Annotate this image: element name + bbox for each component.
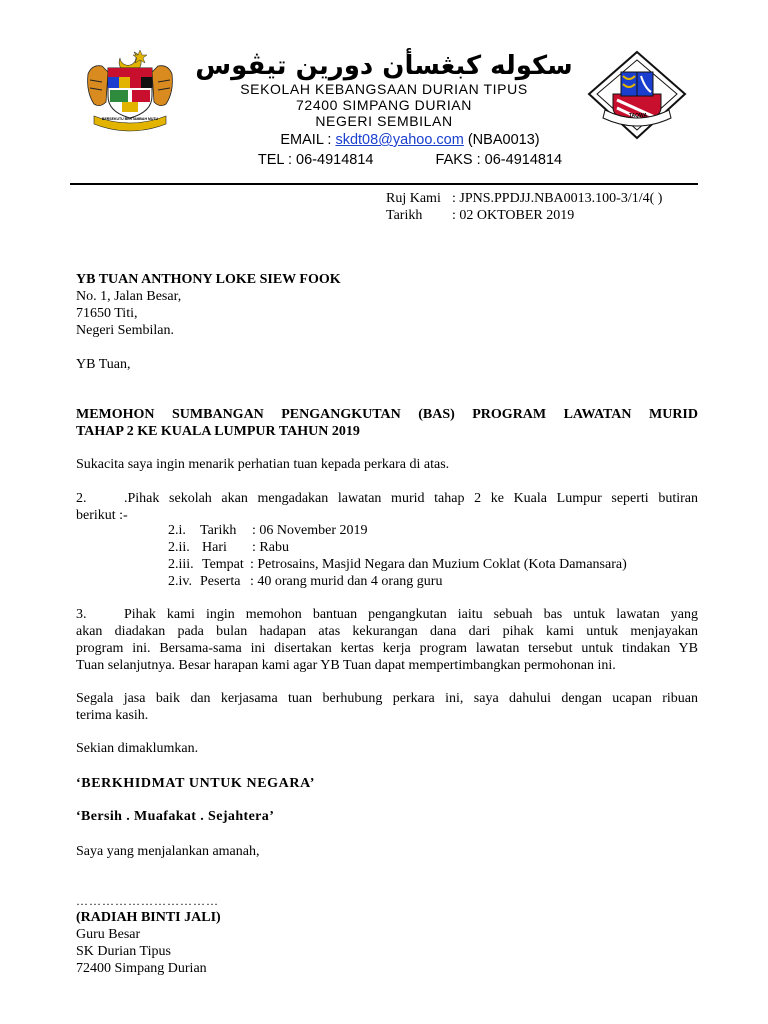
paragraph-2 [76,490,698,524]
tarikh-value: : 02 OKTOBER 2019 [452,208,575,223]
header-divider [70,183,698,185]
school-logo-text: TAQWA [628,113,648,119]
trust-line: Saya yang menjalankan amanah, [76,844,260,859]
p3-number: 3. [76,607,87,622]
list-item: 2.iv. Peserta : 40 orang murid dan 4 orang guru [168,574,443,589]
school-state: NEGERI SEMBILAN [315,113,453,129]
subject-line2: TAHAP 2 KE KUALA LUMPUR TAHUN 2019 [76,424,360,439]
school-address-line: 72400 SIMPANG DURIAN [296,97,472,113]
subject-line1: MEMOHON SUMBANGAN PENGANGKUTAN (BAS) PROGRAM LAWATAN MURID [76,407,698,422]
p3-line1: Pihak kami ingin memohon bantuan pengangkutan iaitu sebuah bas untuk lawatan yang [124,607,698,622]
email-code: (NBA0013) [463,132,540,148]
school-name-jawi: سكوله كبڠسأن دورين تيڤوس [195,51,573,81]
p4-line2: terima kasih. [76,708,149,723]
recipient-block [76,271,696,339]
paragraph-3 [76,606,698,674]
malaysia-coat-of-arms [80,44,180,134]
tarikh-label: Tarikh [386,208,423,223]
p3-line3: program ini. Bersama-sama ini disertakan kertas kerja program lawatan tersebut untuk tindakan YB [76,641,698,656]
motto-sejahtera: ‘Bersih . Muafakat . Sejahtera’ [76,809,275,824]
closing-line: Sekian dimaklumkan. [76,741,199,756]
ruj-value: : JPNS.PPDJJ.NBA0013.100-3/1/4( ) [452,191,663,206]
motto-negara: ‘BERKHIDMAT UNTUK NEGARA’ [76,776,316,791]
tel: TEL : 06-4914814 [257,152,374,168]
ref-row [386,190,716,207]
recipient-line2: 71650 Titi, [76,306,138,321]
recipient-line3: Negeri Sembilan. [76,323,174,338]
phone-line [160,151,660,169]
salutation: YB Tuan, [76,357,131,372]
subject [76,406,698,440]
signatory-name: (RADIAH BINTI JALI) [76,910,221,925]
p2-number: 2. [76,491,87,506]
intro-paragraph: Sukacita saya ingin menarik perhatian tuan kepada perkara di atas. [76,457,450,472]
p3-line4: Tuan selanjutnya. Besar harapan kami agar YB Tuan dapat mempertimbangkan permohonan ini. [76,658,616,673]
school-badge-icon [585,48,690,143]
crest-motto: BERSEKUTU BERTAMBAH MUTU [101,117,159,121]
p3-line2: akan diadakan pada bulan hadapan atas kekurangan dana dari pihak kami untuk menjayakan [76,624,698,639]
details-list [168,522,708,590]
list-item: 2.ii. Hari : Rabu [168,540,289,555]
p4-line1: Segala jasa baik dan kerjasama tuan berhubung perkara ini, saya dahului dengan ucapan ribuan [76,691,698,706]
signatory-title: Guru Besar [76,927,141,942]
p2-line2: berikut :- [76,508,128,523]
list-item: 2.i. Tarikh : 06 November 2019 [168,523,368,538]
recipient-line1: No. 1, Jalan Besar, [76,289,182,304]
email-label: EMAIL : [280,132,336,148]
school-name: SEKOLAH KEBANGSAAN DURIAN TIPUS [240,81,528,97]
reference-block [386,190,716,224]
signatory-address: 72400 Simpang Durian [76,961,207,976]
school-logo [585,48,690,143]
p2-line1: .Pihak sekolah akan mengadakan lawatan murid tahap 2 ke Kuala Lumpur seperti butiran [124,491,698,506]
recipient-name: YB TUAN ANTHONY LOKE SIEW FOOK [76,272,341,287]
list-item: 2.iii. Tempat : Petrosains, Masjid Negara dan Muzium Coklat (Kota Damansara) [168,557,627,572]
signature-dots: …………………………… [76,894,219,908]
fax: FAKS : 06-4914814 [435,152,563,168]
ruj-label: Ruj Kami [386,191,441,206]
date-row [386,207,716,224]
email-link[interactable]: skdt08@yahoo.com [335,132,464,148]
email-line [160,131,660,149]
p2-first-line [76,490,698,507]
paragraph-4 [76,690,698,724]
signature-block [76,909,376,977]
signatory-school: SK Durian Tipus [76,944,171,959]
